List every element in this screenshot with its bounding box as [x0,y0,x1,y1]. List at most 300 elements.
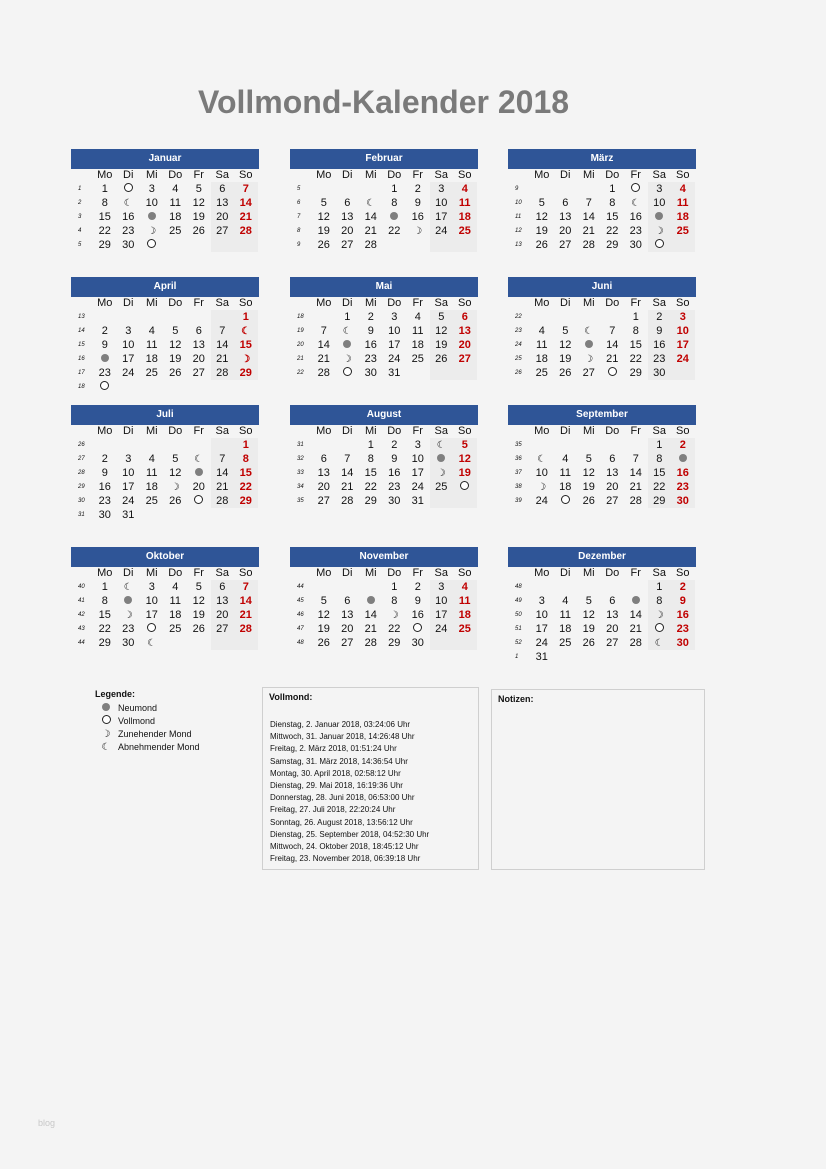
day-cell [383,608,407,622]
fullmoon-date: Samstag, 31. März 2018, 14:36:54 Uhr [270,756,408,766]
day-cell: 25 [535,367,548,379]
week-number: 33 [297,470,304,476]
week-number: 26 [78,442,85,448]
weekday-label: Sa [434,425,448,437]
day-cell: 30 [98,509,111,521]
day-cell: 26 [435,353,448,365]
day-cell: 24 [122,495,135,507]
day-cell: 14 [216,339,229,351]
day-cell: 12 [582,609,595,621]
day-cell: 7 [219,325,226,337]
weekday-label: Di [342,169,353,181]
day-cell: 8 [391,197,398,209]
day-cell: 1 [391,183,398,195]
month-header: Juni [508,277,696,297]
weekday-label: Mi [145,425,158,437]
day-cell: 1 [101,581,108,593]
day-cell: 27 [216,623,229,635]
weekday-label: Do [605,425,620,437]
weekday-label: Do [168,297,183,309]
day-cell: 7 [242,581,249,593]
week-number: 9 [297,242,301,248]
day-cell: 24 [535,637,548,649]
full-moon-icon [655,239,664,248]
fullmoon-date: Sonntag, 26. August 2018, 13:56:12 Uhr [270,817,413,827]
day-cell: 16 [653,339,666,351]
week-number: 28 [78,470,85,476]
day-cell: 11 [676,197,689,209]
weekday-label: Mo [534,297,550,309]
day-cell [336,338,360,352]
day-cell: 11 [412,325,424,337]
day-cell: 26 [169,495,182,507]
day-cell: 1 [344,311,351,323]
day-cell: 9 [656,325,663,337]
day-cell: 4 [414,311,421,323]
weekday-label: So [458,297,472,309]
weekday-label: Fr [193,425,204,437]
day-cell: 10 [145,197,158,209]
fullmoon-date: Freitag, 2. März 2018, 01:51:24 Uhr [270,744,397,754]
day-cell: 23 [629,225,642,237]
day-cell: 14 [216,467,229,479]
day-cell: 13 [341,211,354,223]
fullmoon-date: Montag, 30. April 2018, 02:58:12 Uhr [270,768,401,778]
day-cell: 25 [559,637,572,649]
day-cell [234,352,258,366]
new-moon-icon [390,212,398,220]
weekday-label: Di [123,567,134,579]
week-number: 52 [515,640,522,646]
day-cell: 13 [559,211,572,223]
day-cell: 21 [606,353,619,365]
month-8 [290,405,478,508]
day-cell: 16 [629,211,642,223]
day-cell [554,494,578,508]
weekday-label: Do [168,567,183,579]
week-number: 48 [297,640,304,646]
week-number: 13 [515,242,522,248]
day-cell [359,594,383,608]
day-cell: 6 [320,453,327,465]
day-cell: 21 [582,225,595,237]
month-7 [71,405,259,522]
new-moon-icon [148,212,156,220]
month-grid [71,425,259,522]
week-number: 22 [297,370,304,376]
weekday-label: Do [605,297,620,309]
day-cell: 3 [438,183,445,195]
week-number: 15 [78,342,85,348]
weekday-label: Mi [364,425,377,437]
notes-box[interactable] [491,689,705,870]
day-cell: 28 [317,367,330,379]
day-cell: 19 [559,353,572,365]
day-cell: 27 [216,225,229,237]
day-cell: 26 [582,637,595,649]
week-number: 12 [515,228,522,234]
day-cell: 1 [656,439,663,451]
day-cell [648,608,672,622]
waxing-moon-icon: ☽ [123,610,133,621]
day-cell: 3 [538,595,545,607]
day-cell: 20 [341,225,354,237]
month-grid [508,567,696,664]
full-moon-icon [413,623,422,632]
weekday-label: Fr [630,169,641,181]
day-cell: 13 [216,595,229,607]
day-cell: 16 [411,211,424,223]
weekday-label: Sa [434,567,448,579]
day-cell: 24 [676,353,689,365]
day-cell: 20 [341,623,354,635]
month-header: Juli [71,405,259,425]
day-cell: 23 [122,225,135,237]
waxing-moon-icon: ☽ [389,610,399,621]
waxing-moon-icon: ☽ [654,610,664,621]
weekday-label: Mi [145,567,158,579]
day-cell [336,324,360,338]
day-cell [234,324,258,338]
day-cell: 31 [388,367,401,379]
weekday-label: Mi [582,425,595,437]
week-number: 10 [515,200,522,206]
month-4 [71,277,259,394]
day-cell: 1 [632,311,639,323]
full-moon-icon [608,367,617,376]
fullmoon-date: Dienstag, 29. Mai 2018, 16:19:36 Uhr [270,781,403,791]
week-number: 31 [78,512,85,518]
day-cell: 28 [629,637,642,649]
waning-moon-icon: ☾ [654,638,664,649]
day-cell: 7 [585,197,592,209]
day-cell: 1 [367,439,374,451]
day-cell [140,622,164,636]
day-cell: 5 [562,325,569,337]
day-cell: 23 [98,367,111,379]
legend-title: Legende: [95,689,136,699]
day-cell: 13 [606,467,619,479]
day-cell: 12 [192,595,205,607]
day-cell: 15 [239,339,252,351]
full-moon-icon [100,381,109,390]
day-cell [140,224,164,238]
day-cell: 26 [317,637,330,649]
new-moon-icon [195,468,203,476]
month-grid [290,297,478,380]
day-cell [648,636,672,650]
day-cell: 14 [317,339,330,351]
waxing-moon-icon: ☽ [241,354,251,365]
day-cell [117,594,141,608]
day-cell: 18 [559,623,572,635]
day-cell: 22 [606,225,619,237]
day-cell: 27 [317,495,330,507]
weekday-label: Mo [316,567,332,579]
day-cell: 8 [609,197,616,209]
day-cell: 21 [239,211,252,223]
day-cell: 19 [435,339,448,351]
fullmoon-date: Mittwoch, 24. Oktober 2018, 18:45:12 Uhr [270,842,419,852]
day-cell: 21 [216,353,229,365]
month-12 [508,547,696,664]
weekday-label: Mo [534,567,550,579]
day-cell: 22 [364,481,377,493]
week-number: 32 [297,456,304,462]
day-cell: 1 [609,183,616,195]
day-cell: 1 [656,581,663,593]
day-cell: 15 [606,211,619,223]
waning-moon-icon: ☾ [123,582,133,593]
weekday-label: Mi [364,169,377,181]
waning-moon-icon: ☾ [123,198,133,209]
weekday-label: Fr [630,425,641,437]
day-cell: 5 [438,311,445,323]
day-cell: 2 [679,439,686,451]
new-moon-icon [655,212,663,220]
day-cell: 27 [341,239,354,251]
week-number: 23 [515,328,522,334]
day-cell: 11 [458,595,471,607]
day-cell: 9 [367,325,374,337]
day-cell: 19 [535,225,548,237]
weekday-label: Do [605,567,620,579]
day-cell: 16 [98,481,111,493]
day-cell: 19 [317,225,330,237]
day-cell: 5 [538,197,545,209]
day-cell [648,238,672,252]
day-cell: 17 [388,339,401,351]
day-cell: 14 [239,197,252,209]
day-cell: 9 [101,339,108,351]
day-cell: 21 [629,623,642,635]
day-cell: 29 [364,495,377,507]
day-cell: 5 [585,453,592,465]
month-header: Januar [71,149,259,169]
day-cell [140,636,164,650]
day-cell: 7 [320,325,327,337]
week-number: 35 [297,498,304,504]
weekday-label: Mo [316,425,332,437]
day-cell [336,352,360,366]
month-grid [290,425,478,508]
day-cell: 5 [320,595,327,607]
day-cell: 27 [341,637,354,649]
day-cell: 18 [535,353,548,365]
month-grid [71,567,259,650]
month-grid [71,169,259,252]
legend-item [95,728,200,741]
day-cell [117,196,141,210]
week-number: 44 [78,640,85,646]
month-grid [508,297,696,380]
week-number: 2 [78,200,82,206]
month-header: April [71,277,259,297]
day-cell: 13 [216,197,229,209]
month-header: Mai [290,277,478,297]
day-cell [140,238,164,252]
day-cell: 21 [317,353,330,365]
day-cell: 25 [145,495,158,507]
day-cell: 10 [122,467,135,479]
day-cell: 23 [388,481,401,493]
day-cell: 7 [219,453,226,465]
day-cell: 18 [169,609,182,621]
notes-title: Notizen: [498,694,534,704]
day-cell: 25 [435,481,448,493]
waxing-moon-icon: ☽ [101,729,111,740]
day-cell: 12 [317,211,330,223]
day-cell: 15 [98,211,111,223]
weekday-label: Do [387,169,402,181]
day-cell: 23 [676,623,689,635]
week-number: 46 [297,612,304,618]
day-cell: 13 [458,325,471,337]
day-cell: 4 [461,183,468,195]
weekday-label: Fr [630,567,641,579]
day-cell: 31 [122,509,135,521]
day-cell: 8 [656,453,663,465]
day-cell: 10 [435,595,448,607]
month-grid [508,169,696,252]
day-cell: 6 [609,595,616,607]
fullmoon-box [262,687,479,870]
day-cell: 17 [676,339,689,351]
month-1 [71,149,259,252]
week-number: 30 [78,498,85,504]
day-cell: 4 [538,325,545,337]
week-number: 38 [515,484,522,490]
day-cell: 9 [414,595,421,607]
day-cell: 3 [438,581,445,593]
day-cell: 11 [169,595,181,607]
month-header: August [290,405,478,425]
new-moon-icon [632,596,640,604]
day-cell: 4 [148,453,155,465]
day-cell: 29 [606,239,619,251]
day-cell [117,182,141,196]
weekday-label: Sa [652,567,666,579]
day-cell: 9 [101,467,108,479]
day-cell: 30 [629,239,642,251]
day-cell: 28 [629,495,642,507]
day-cell: 27 [192,367,205,379]
fullmoon-date: Mittwoch, 31. Januar 2018, 14:26:48 Uhr [270,732,415,742]
day-cell: 4 [172,183,179,195]
new-moon-icon [124,596,132,604]
day-cell: 29 [653,495,666,507]
day-cell: 12 [559,339,572,351]
legend-label: Vollmond [118,716,156,726]
day-cell: 28 [582,239,595,251]
watermark: blog [38,1118,56,1128]
day-cell: 27 [458,353,471,365]
month-10 [71,547,259,650]
day-cell: 29 [98,239,111,251]
day-cell: 19 [192,609,205,621]
day-cell: 26 [582,495,595,507]
month-grid [508,425,696,508]
week-number: 39 [515,498,522,504]
week-number: 50 [515,612,522,618]
month-header: März [508,149,696,169]
day-cell: 30 [364,367,377,379]
day-cell [187,466,211,480]
day-cell: 5 [320,197,327,209]
day-cell: 29 [239,367,252,379]
day-cell: 8 [391,595,398,607]
day-cell: 18 [676,211,689,223]
day-cell: 27 [582,367,595,379]
day-cell: 6 [461,311,468,323]
week-number: 36 [515,456,522,462]
weekday-label: Mi [364,567,377,579]
month-9 [508,405,696,508]
day-cell: 9 [391,453,398,465]
month-grid [290,567,478,650]
day-cell: 23 [98,495,111,507]
day-cell: 7 [632,453,639,465]
day-cell [648,224,672,238]
day-cell [577,324,601,338]
day-cell: 22 [239,481,252,493]
weekday-label: So [458,425,472,437]
day-cell: 21 [364,623,377,635]
day-cell: 18 [145,481,158,493]
day-cell: 10 [388,325,401,337]
day-cell: 15 [239,467,252,479]
day-cell: 14 [606,339,619,351]
day-cell [383,210,407,224]
day-cell: 6 [219,581,226,593]
day-cell: 2 [656,311,663,323]
weekday-label: So [458,567,472,579]
waning-moon-icon: ☾ [241,326,251,337]
week-number: 11 [515,214,522,220]
waning-moon-icon: ☾ [194,454,204,465]
weekday-label: Mo [97,425,113,437]
day-cell: 17 [145,609,158,621]
day-cell: 14 [629,609,642,621]
day-cell: 4 [679,183,686,195]
day-cell: 18 [169,211,182,223]
full-moon-icon [147,623,156,632]
month-grid [290,169,478,252]
day-cell: 11 [146,467,158,479]
week-number: 16 [78,356,85,362]
day-cell [577,352,601,366]
weekday-label: Mi [582,567,595,579]
new-moon-icon [679,454,687,462]
day-cell: 9 [679,595,686,607]
day-cell: 6 [562,197,569,209]
weekday-label: Sa [215,297,229,309]
week-number: 9 [515,186,519,192]
day-cell [164,480,188,494]
weekday-label: Mi [364,297,377,309]
day-cell: 28 [216,367,229,379]
new-moon-icon [437,454,445,462]
week-number: 44 [297,584,304,590]
day-cell: 11 [536,339,548,351]
day-cell: 25 [145,367,158,379]
weekday-label: Mi [145,297,158,309]
day-cell [336,366,360,380]
week-number: 1 [515,654,519,660]
week-number: 5 [78,242,82,248]
day-cell: 19 [458,467,471,479]
day-cell: 29 [629,367,642,379]
